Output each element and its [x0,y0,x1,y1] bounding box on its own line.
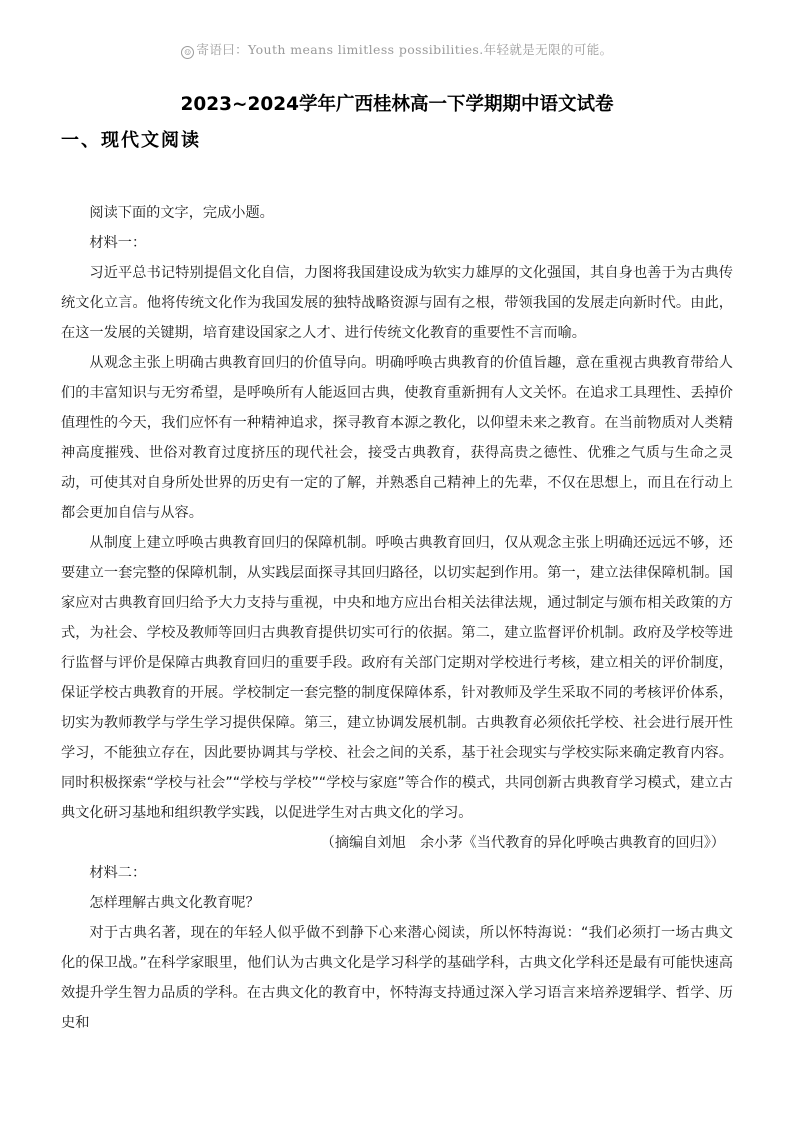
source-citation: （摘编自刘旭 余小茅《当代教育的异化呼唤古典教育的回归》） [320,835,725,851]
document-body [61,198,733,1038]
material-two-label: 材料二： [89,865,147,881]
page-title: 2023~2024学年广西桂林高一下学期期中语文试卷 [180,94,614,115]
paragraph: 怎样理解古典文化教育呢？ [89,895,260,911]
paragraph: 从制度上建立呼唤古典教育回归的保障机制。呼唤古典教育回归，仅从观念主张上明确还远远不够，还要建立一套完整的保障机制，从实践层面探寻其回归路径，以切实起到作用。第一，建立法律保障机制。国家应对古典教育回归给予大力支持与重视，中央和地方应出台相关法律法规，通过制定与颁布相关政策的方式，为社会、学校及教师等回归古典教育提供切实可行的依据。第二，建立监督评价机制。政府及学校等进行监督与评价是保障古典教育回归的重要手段。政府有关部门定期对学校进行考核，建立相关的评价制度，保证学校古典教育的开展。学校制定一套完整的制度保障体系，针对教师及学生采取不同的考核评价体系，切实为教师教学与学生学习提供保障。第三，建立协调发展机制。古典教育必须依托学校、社会进行展开性学习，不能独立存在，因此要协调其与学校、社会之间的关系，基于社会现实与学校实际来确定教育内容。同时积极探索“学校与社会”“学校与学校”“学校与家庭”等合作的模式，共同创新古典教育学习模式，建立古典文化研习基地和组织教学实践，以促进学生对古典文化的学习。 [61,535,733,821]
paragraph: 对于古典名著，现在的年轻人似乎做不到静下心来潜心阅读，所以怀特海说：“我们必须打一场古典文化的保卫战。”在科学家眼里，他们认为古典文化是学习科学的基础学科，古典文化学科还是最有可能快速高效提升学生智力品质的学科。在古典文化的教育中，怀特海支持通过深入学习语言来培养逻辑学、哲学、历史和 [61,925,733,1031]
paragraph: 习近平总书记特别提倡文化自信，力图将我国建设成为软实力雄厚的文化强国，其自身也善于为古典传统文化立言。他将传统文化作为我国发展的独特战略资源与固有之根，带领我国的发展走向新时代。由此，在这一发展的关键期，培育建设国家之人才、进行传统文化教育的重要性不言而喻。 [61,265,733,341]
section-title: 一、现代文阅读 [61,130,201,151]
paragraph-instruction: 阅读下面的文字，完成小题。 [89,205,274,221]
paragraph: 从观念主张上明确古典教育回归的价值导向。明确呼唤古典教育的价值旨趣，意在重视古典教育带给人们的丰富知识与无穷希望，是呼唤所有人能返回古典，使教育重新拥有人文关怀。在追求工具理性、丢掉价值理性的今天，我们应怀有一种精神追求，探寻教育本源之教化，以仰望未来之教育。在当前物质对人类精神高度摧残、世俗对教育过度挤压的现代社会，接受古典教育，获得高贵之德性、优雅之气质与生命之灵动，可使其对自身所处世界的历史有一定的了解，并熟悉自己精神上的先辈，不仅在思想上，而且在行动上都会更加自信与从容。 [61,355,733,521]
header-note-text: 寄语曰：Youth means limitless possibilities.年轻就是无限的可能。 [196,42,613,57]
header-note [0,40,794,59]
smile-icon: ☺ [181,46,194,59]
material-one-label: 材料一： [89,235,147,251]
